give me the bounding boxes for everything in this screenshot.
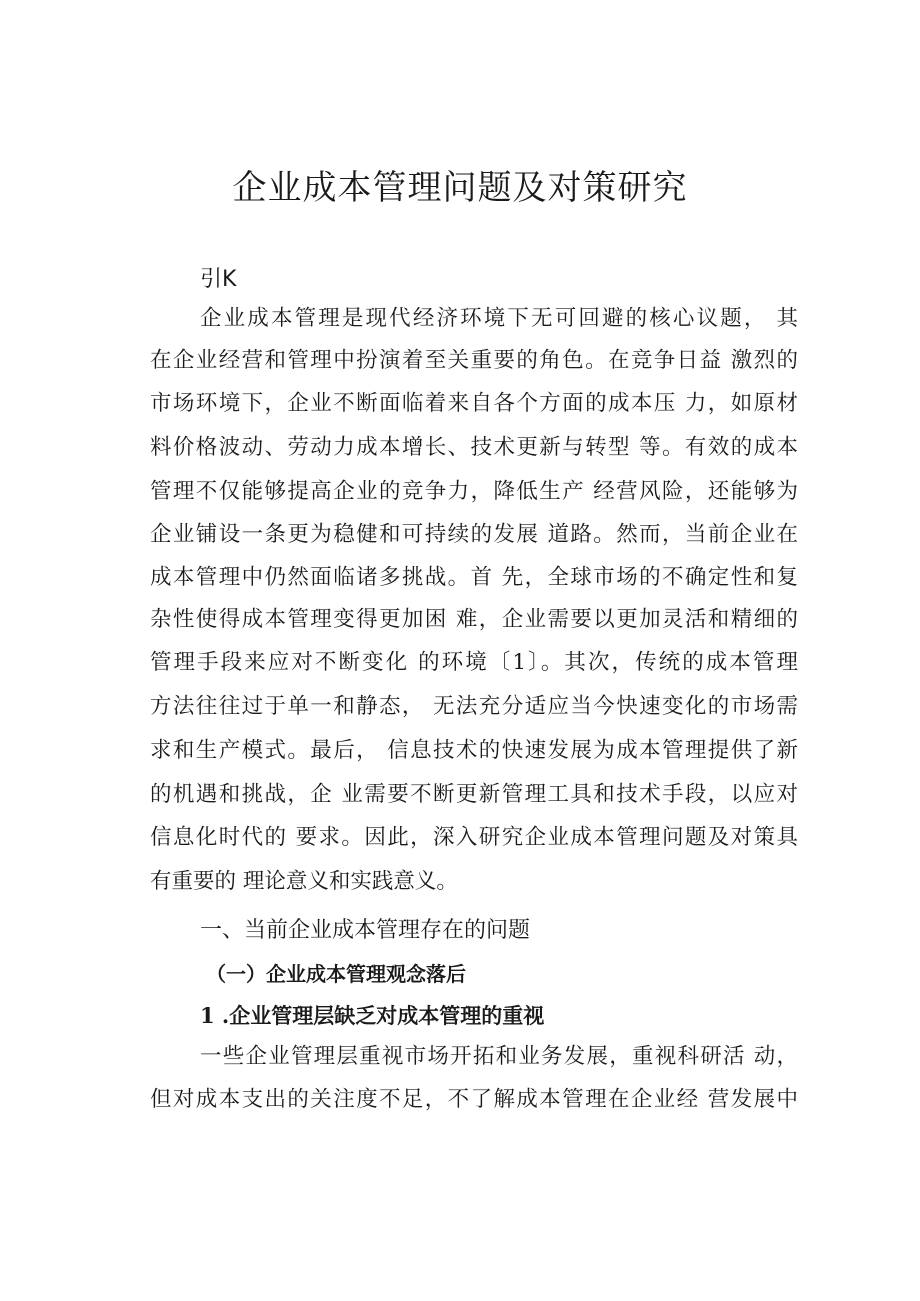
section-heading: 一、当前企业成本管理存在的问题 (200, 918, 531, 943)
paragraph-line: 但对成本支出的关注度不足，不了解成本管理在企业经 营发展中 (150, 1087, 798, 1112)
paragraph-line: 方法往往过于单一和静态， 无法充分适应当今快速变化的市场需 (150, 694, 798, 719)
paragraph-line: 料价格波动、劳动力成本增长、技术更新与转型 等。有效的成本 (150, 435, 798, 460)
paragraph-line: 企业成本管理是现代经济环境下无可回避的核心议题， 其 (200, 306, 798, 331)
paragraph-line: 管理不仅能够提高企业的竞争力，降低生产 经营风险，还能够为 (150, 479, 798, 504)
paragraph-line: 成本管理中仍然面临诸多挑战。首 先，全球市场的不确定性和复 (150, 565, 798, 590)
paragraph-line: 求和生产模式。最后， 信息技术的快速发展为成本管理提供了新 (150, 738, 798, 763)
paragraph-line: 市场环境下，企业不断面临着来自各个方面的成本压 力，如原材 (150, 391, 798, 416)
paragraph-line: 信息化时代的 要求。因此，深入研究企业成本管理问题及对策具 (150, 825, 798, 850)
paragraph-line: 杂性使得成本管理变得更加困 难，企业需要以更加灵活和精细的 (150, 607, 798, 632)
document-title: 企业成本管理问题及对策研究 (232, 168, 688, 208)
paragraph-line: 一些企业管理层重视市场开拓和业务发展，重视科研活 动， (200, 1044, 798, 1069)
paragraph-line: 在企业经营和管理中扮演着至关重要的角色。在竞争日益 激烈的 (150, 348, 798, 373)
sub-heading: （一）企业成本管理观念落后 (206, 962, 466, 986)
paragraph-line: 有重要的 理论意义和实践意义。 (150, 869, 458, 894)
paragraph-line: 企业铺设一条更为稳健和可持续的发展 道路。然而，当前企业在 (150, 522, 798, 547)
sub-sub-heading: 1 .企业管理层缺乏对成本管理的重视 (200, 1003, 545, 1028)
paragraph-line: 的机遇和挑战，企 业需要不断更新管理工具和技术手段，以应对 (150, 782, 798, 807)
paragraph-line: 管理手段来应对不断变化 的环境〔1〕。其次，传统的成本管理 (150, 650, 798, 675)
intro-heading: 引K (200, 267, 237, 292)
